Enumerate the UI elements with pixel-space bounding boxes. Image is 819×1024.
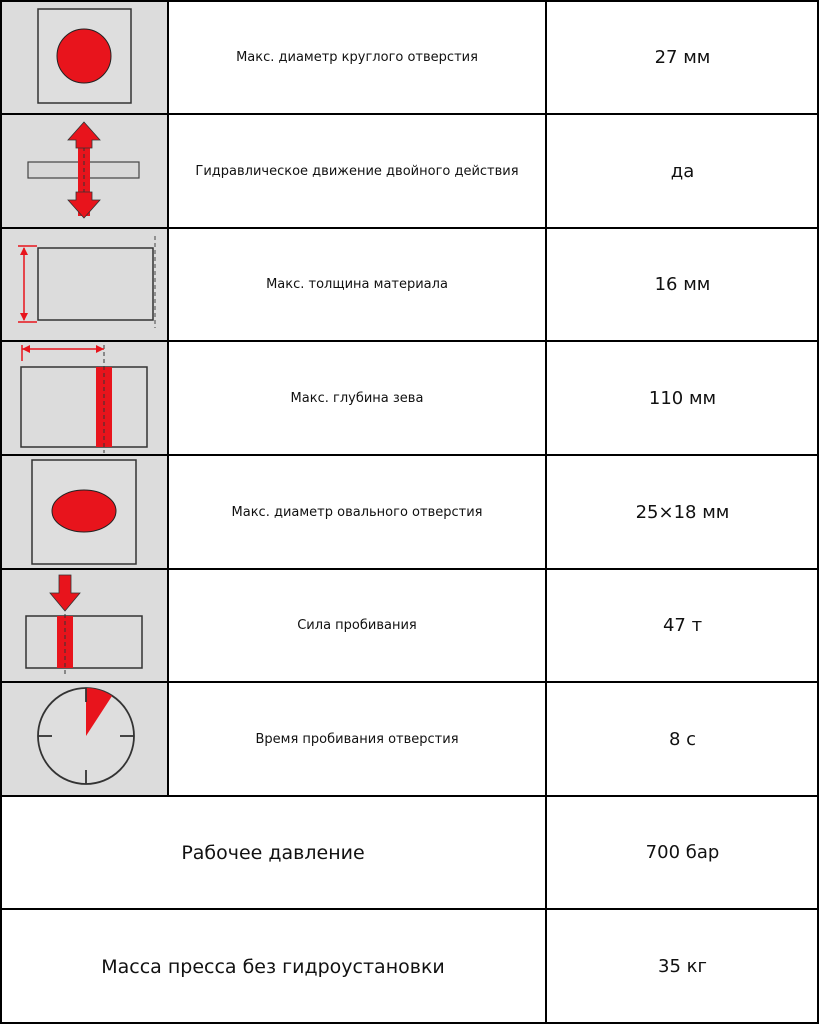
row-value: да [670, 160, 695, 182]
row-value: 35 кг [658, 956, 707, 977]
row-label: Гидравлическое движение двойного действия [195, 163, 519, 179]
double-action-arrows-icon [0, 114, 168, 228]
row-value: 47 т [662, 615, 703, 636]
table-row [0, 228, 819, 341]
row-value: 25×18 мм [635, 501, 730, 523]
row-value: 27 мм [654, 46, 711, 68]
row-label: Макс. толщина материала [266, 277, 448, 292]
row-label: Макс. диаметр овального отверстия [231, 504, 483, 520]
material-thickness-icon [0, 228, 168, 341]
row-divider [0, 795, 819, 797]
table-row [0, 796, 819, 909]
round-hole-icon [0, 0, 168, 114]
punching-force-icon [0, 569, 168, 682]
table-row [0, 569, 819, 682]
table-border [0, 0, 2, 1024]
column-divider [545, 0, 547, 1024]
row-divider [0, 454, 819, 456]
row-label: Сила пробивания [297, 618, 417, 633]
table-row [0, 909, 819, 1024]
row-value: 8 с [668, 728, 697, 750]
table-border [0, 0, 819, 2]
row-divider [0, 908, 819, 910]
row-label: Макс. глубина зева [290, 390, 424, 406]
throat-depth-icon [0, 341, 168, 455]
table-row [0, 341, 819, 455]
row-label: Время пробивания отверстия [255, 731, 459, 747]
row-value: 700 бар [645, 842, 720, 863]
row-value: 16 мм [654, 274, 711, 295]
table-row [0, 0, 819, 114]
table-row [0, 455, 819, 569]
clock-icon [0, 682, 168, 796]
row-divider [0, 681, 819, 683]
row-divider [0, 113, 819, 115]
row-divider [0, 227, 819, 229]
row-divider [0, 568, 819, 570]
oval-hole-icon [0, 455, 168, 569]
row-value: 110 мм [648, 387, 717, 409]
table-row [0, 682, 819, 796]
row-label: Рабочее давление [181, 841, 365, 864]
column-divider [167, 0, 169, 796]
table-row [0, 114, 819, 228]
row-label: Макс. диаметр круглого отверстия [236, 49, 478, 65]
row-label: Масса пресса без гидроустановки [101, 955, 445, 978]
row-divider [0, 340, 819, 342]
